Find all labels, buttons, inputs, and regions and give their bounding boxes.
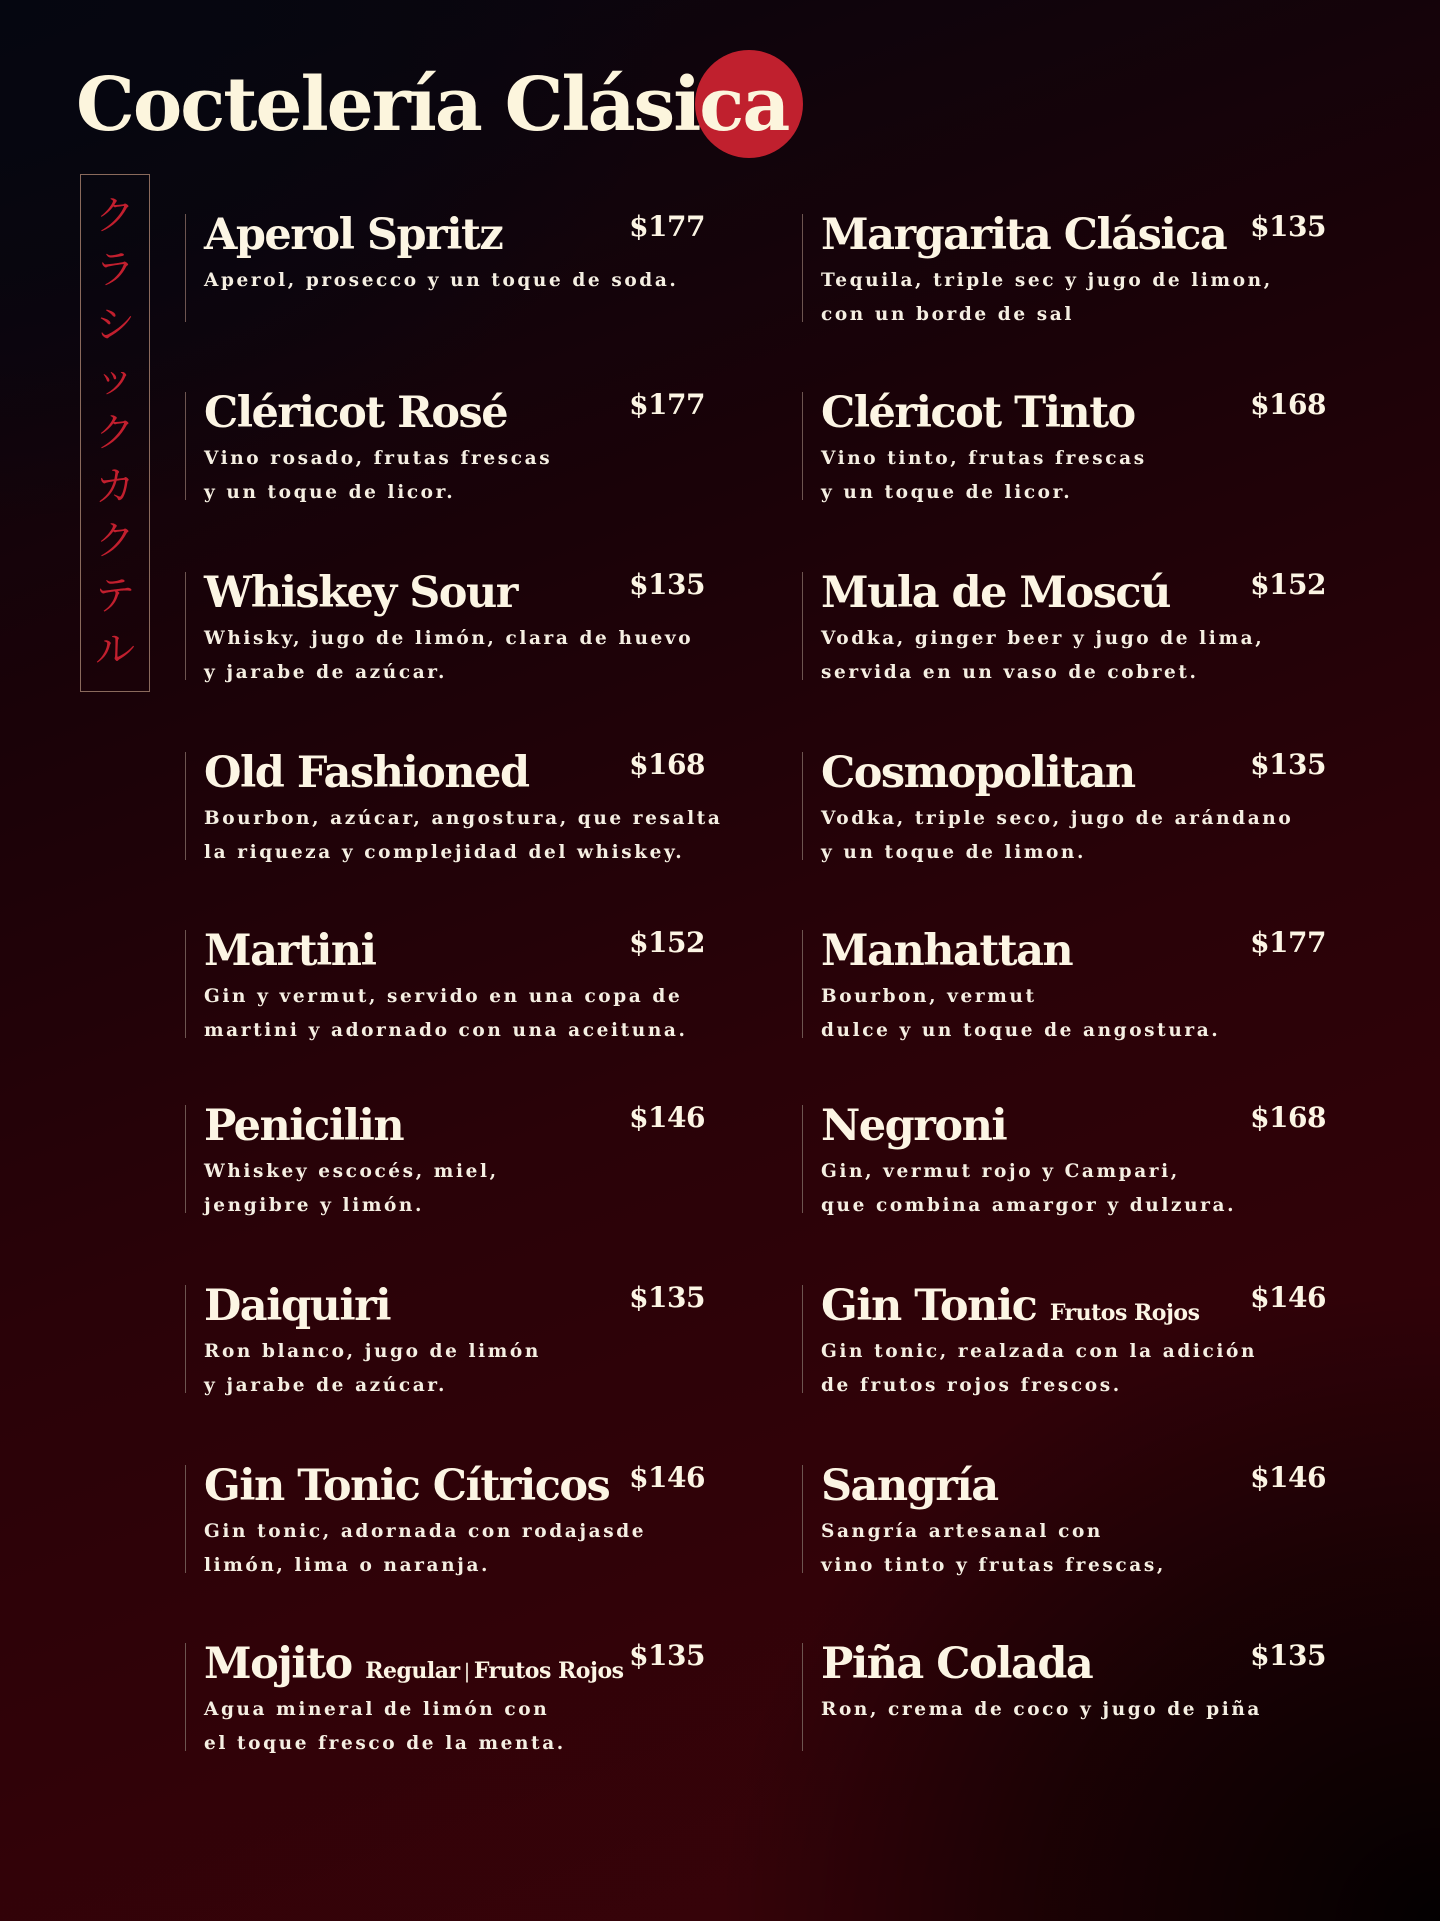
menu-item: [185, 1461, 705, 1576]
menu-item-title: Piña Colada: [821, 1639, 1093, 1689]
menu-item: [802, 388, 1326, 503]
menu-item-price: $168: [1250, 1101, 1326, 1134]
menu-item-name: [204, 926, 376, 976]
menu-item: [802, 210, 1326, 325]
description-line: Whiskey escocés, miel,: [204, 1161, 499, 1182]
description-line: Agua mineral de limón con: [204, 1699, 550, 1720]
menu-item-description: [821, 1693, 1341, 1727]
menu-item-price: $152: [1250, 568, 1326, 601]
description-line: Aperol, prosecco y un toque de soda.: [204, 270, 679, 291]
description-line: Tequila, triple sec y jugo de limon,: [821, 270, 1273, 291]
jp-char: カ: [95, 464, 135, 511]
description-line: Gin tonic, realzada con la adición: [821, 1341, 1257, 1362]
description-line: Bourbon, vermut: [821, 986, 1037, 1007]
menu-item: [185, 1281, 705, 1396]
menu-item-price: $146: [629, 1101, 705, 1134]
description-line: servida en un vaso de cobret.: [821, 662, 1199, 683]
jp-char: ル: [95, 626, 135, 673]
menu-item: [185, 210, 705, 322]
description-line: dulce y un toque de angostura.: [821, 1020, 1221, 1041]
menu-item-description: [821, 1335, 1341, 1403]
menu-item-price: $177: [629, 210, 705, 243]
menu-item-name: [204, 1461, 610, 1511]
menu-item-name: [204, 1101, 404, 1151]
description-line: y un toque de limon.: [821, 842, 1087, 863]
menu-item-description: [821, 802, 1341, 870]
menu-item-title: Cléricot Tinto: [821, 388, 1135, 438]
description-line: y un toque de licor.: [204, 482, 456, 503]
menu-item: [185, 388, 705, 503]
menu-item-description: [204, 264, 724, 298]
menu-item-name: [821, 388, 1135, 438]
jp-char: ラ: [95, 247, 135, 294]
menu-item-variant: Regular: [365, 1658, 460, 1684]
menu-item-price: $146: [629, 1461, 705, 1494]
menu-item: [185, 1101, 705, 1216]
vertical-japanese-label: [80, 174, 150, 692]
description-line: Gin tonic, adornada con rodajasde: [204, 1521, 647, 1542]
description-line: la riqueza y complejidad del whiskey.: [204, 842, 685, 863]
menu-item: [185, 568, 705, 683]
menu-item-name: [204, 388, 508, 438]
menu-item-title: Cléricot Rosé: [204, 388, 508, 438]
menu-item-title: Whiskey Sour: [204, 568, 517, 618]
page-title: Coctelería Clásica: [76, 62, 789, 148]
description-line: y jarabe de azúcar.: [204, 1375, 447, 1396]
menu-item: [185, 1639, 705, 1754]
menu-item: [802, 568, 1326, 683]
variant-separator: |: [463, 1659, 470, 1683]
menu-item-name: [821, 1101, 1007, 1151]
menu-item-description: [821, 1155, 1341, 1223]
menu-item-description: [204, 442, 724, 510]
menu-item-title: Old Fashioned: [204, 748, 529, 798]
menu-item-price: $135: [1250, 1639, 1326, 1672]
description-line: Sangría artesanal con: [821, 1521, 1103, 1542]
menu-item-description: [821, 264, 1341, 332]
jp-char: シ: [95, 301, 135, 348]
menu-item-description: [204, 1335, 724, 1403]
menu-item-description: [204, 1693, 724, 1761]
menu-item-price: $135: [1250, 210, 1326, 243]
menu-item-title: Cosmopolitan: [821, 748, 1135, 798]
menu-item-title: Aperol Spritz: [204, 210, 503, 260]
menu-item-price: $168: [1250, 388, 1326, 421]
menu-item-price: $135: [629, 568, 705, 601]
menu-item-title: Daiquiri: [204, 1281, 391, 1331]
menu-item: [802, 926, 1326, 1041]
menu-item-description: [204, 980, 724, 1048]
menu-item: [185, 926, 705, 1041]
description-line: Vino tinto, frutas frescas: [821, 448, 1147, 469]
description-line: Vino rosado, frutas frescas: [204, 448, 553, 469]
description-line: y jarabe de azúcar.: [204, 662, 447, 683]
menu-item-title: Mula de Moscú: [821, 568, 1170, 618]
menu-item-name: [821, 210, 1227, 260]
menu-item-price: $146: [1250, 1461, 1326, 1494]
menu-item-name: [821, 1461, 998, 1511]
menu-item-description: [204, 1155, 724, 1223]
description-line: Ron blanco, jugo de limón: [204, 1341, 541, 1362]
menu-item-price: $152: [629, 926, 705, 959]
menu-item-title: Gin Tonic Cítricos: [204, 1461, 610, 1511]
description-line: el toque fresco de la menta.: [204, 1733, 566, 1754]
description-line: limón, lima o naranja.: [204, 1555, 491, 1576]
menu-item: [802, 1639, 1326, 1751]
menu-item: [802, 1101, 1326, 1216]
menu-item-description: [821, 980, 1341, 1048]
description-line: Gin y vermut, servido en una copa de: [204, 986, 683, 1007]
menu-item-name: [821, 1639, 1093, 1689]
description-line: Ron, crema de coco y jugo de piña: [821, 1699, 1263, 1720]
menu-item-description: [204, 1515, 724, 1583]
menu-item-title: Sangría: [821, 1461, 998, 1511]
menu-item-name: [821, 568, 1170, 618]
menu-item-title: Margarita Clásica: [821, 210, 1227, 260]
menu-item-variant: Frutos Rojos: [1049, 1300, 1200, 1326]
menu-item-name: [821, 1281, 1200, 1331]
menu-item-price: $135: [629, 1639, 705, 1672]
description-line: y un toque de licor.: [821, 482, 1073, 503]
menu-item: [802, 1461, 1326, 1576]
description-line: de frutos rojos frescos.: [821, 1375, 1122, 1396]
description-line: Gin, vermut rojo y Campari,: [821, 1161, 1180, 1182]
description-line: vino tinto y frutas frescas,: [821, 1555, 1166, 1576]
description-line: Whisky, jugo de limón, clara de huevo: [204, 628, 694, 649]
menu-item-description: [821, 1515, 1341, 1583]
menu-item-title: Manhattan: [821, 926, 1073, 976]
description-line: Bourbon, azúcar, angostura, que resalta: [204, 808, 723, 829]
menu-item-name: [204, 1639, 624, 1689]
menu-item: [802, 748, 1326, 863]
menu-item-variant: Frutos Rojos: [473, 1658, 624, 1684]
jp-char: ク: [95, 518, 135, 565]
menu-item-description: [821, 442, 1341, 510]
description-line: martini y adornado con una aceituna.: [204, 1020, 688, 1041]
menu-item-name: [204, 210, 503, 260]
menu-item-description: [204, 622, 724, 690]
menu-item-name: [821, 926, 1073, 976]
menu-item-description: [204, 802, 724, 870]
menu-item-price: $177: [629, 388, 705, 421]
menu-item: [802, 1281, 1326, 1396]
description-line: con un borde de sal: [821, 304, 1074, 325]
menu-item-description: [821, 622, 1341, 690]
jp-char: テ: [95, 572, 135, 619]
menu-item-title: Martini: [204, 926, 376, 976]
menu-item-title: Negroni: [821, 1101, 1007, 1151]
menu-item-price: $168: [629, 748, 705, 781]
menu-item-name: [821, 748, 1135, 798]
menu-item-name: [204, 568, 517, 618]
jp-char: ッ: [95, 355, 135, 402]
menu-item-name: [204, 1281, 391, 1331]
description-line: jengibre y limón.: [204, 1195, 425, 1216]
menu-item-title: Gin Tonic: [821, 1281, 1037, 1331]
jp-char: ク: [95, 409, 135, 456]
menu-item-price: $135: [629, 1281, 705, 1314]
description-line: Vodka, triple seco, jugo de arándano: [821, 808, 1294, 829]
jp-char: ク: [95, 193, 135, 240]
menu-item: [185, 748, 723, 863]
description-line: que combina amargor y dulzura.: [821, 1195, 1237, 1216]
menu-item-title: Penicilin: [204, 1101, 404, 1151]
menu-item-title: Mojito: [204, 1639, 352, 1689]
description-line: Vodka, ginger beer y jugo de lima,: [821, 628, 1265, 649]
menu-item-price: $177: [1250, 926, 1326, 959]
menu-item-price: $146: [1250, 1281, 1326, 1314]
menu-item-price: $135: [1250, 748, 1326, 781]
menu-item-name: [204, 748, 529, 798]
